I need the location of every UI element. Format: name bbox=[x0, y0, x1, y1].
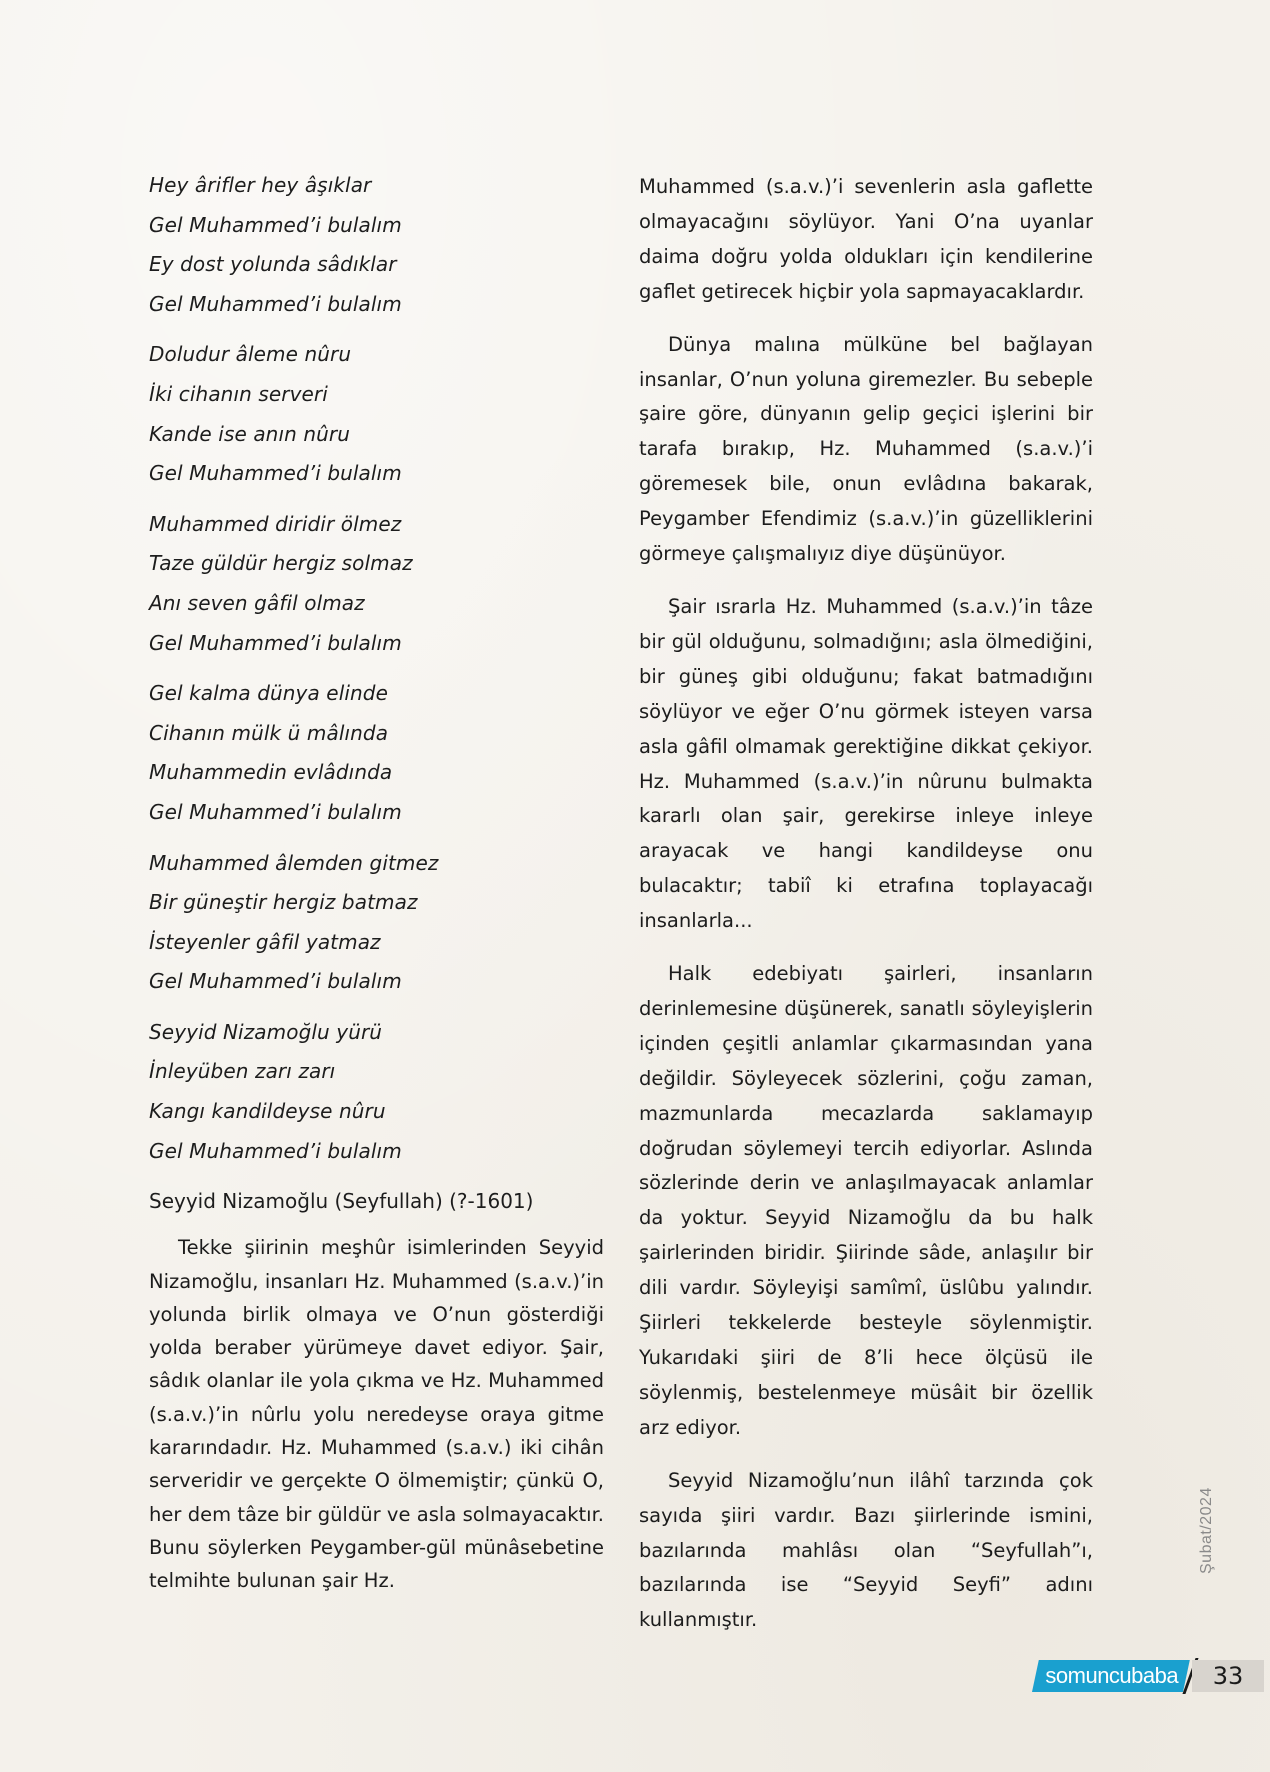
poem-line: Cihanın mülk ü mâlında bbox=[149, 720, 389, 745]
body-paragraph: Tekke şiirinin meşhûr isimlerinden Seyyid Nizamoğlu, insanları Hz. Muhammed (s.a.v.)’in yolunda birlik olmaya ve O’nun gösterdiği yolda beraber yürümeye davet ediyor. Şair, sâdık olanlar ile yola çıkma ve Hz. Muhammed (s.a.v.)’in nûrlu yolu neredeyse oraya gitme kararındadır. Hz. Muhammed (s.a.v.) iki cihân serveridir ve gerçekte O ölmemiştir; çünkü O, her dem tâze bir güldür ve asla solmayacaktır. Bunu söylerken Peygamber-gül münâsebetine telmihte bulunan şair Hz. bbox=[149, 1236, 604, 1593]
poem-line: Muhammed diridir ölmez bbox=[149, 511, 402, 536]
body-paragraph: Şair ısrarla Hz. Muhammed (s.a.v.)’in tâze bir gül olduğunu, solmadığını; asla ölmediğini, bir güneş gibi olduğunu; fakat batmadığını söylüyor ve eğer O’nu görmek isteyen varsa asla gâfil olmamak gerektiğine dikkat çekiyor. Hz. Muhammed (s.a.v.)’in nûrunu bulmakta kararlı olan şair, gerekirse inleye inleye arayacak ve hangi kandildeyse onu bulacaktır; tabiî ki etrafına toplayacağı insanlarla... bbox=[639, 594, 1093, 933]
poem-line: Kangı kandildeyse nûru bbox=[149, 1099, 386, 1124]
poem-line: Gel Muhammed’i bulalım bbox=[149, 291, 402, 316]
poem-line: Hey ârifler hey âşıklar bbox=[149, 173, 372, 197]
body-paragraph: Dünya malına mülküne bel bağlayan insanlar, O’nun yoluna giremezler. Bu sebeple şaire göre, dünyanın gelip geçici işlerini bir tarafa bırakıp, Hz. Muhammed (s.a.v.)’i göremesek bile, onun evlâdına bakarak, Peygamber Efendimiz (s.a.v.)’in güzelliklerini görmeye çalışmalıyız diye düşünüyor. bbox=[639, 332, 1093, 566]
body-paragraph: Seyyid Nizamoğlu’nun ilâhî tarzında çok sayıda şiiri vardır. Bazı şiirlerinde ismini, bazılarında mahlâsı olan “Seyfullah”ı, bazılarında ise “Seyyid Seyfi” adını kullanmıştır. bbox=[639, 1468, 1093, 1632]
body-paragraph: Muhammed (s.a.v.)’i sevenlerin asla gaflette olmayacağını söylüyor. Yani O’na uyanlar daima doğru yolda oldukları için kendilerine gaflet getirecek hiçbir yola sapmayacaklardır. bbox=[639, 175, 1093, 303]
poem-line: Gel Muhammed’i bulalım bbox=[149, 212, 402, 237]
poem-line: Gel Muhammed’i bulalım bbox=[149, 799, 402, 824]
poem bbox=[149, 166, 604, 1171]
issue-date: Şubat/2024 bbox=[1198, 1487, 1215, 1574]
poem-line: Taze güldür hergiz solmaz bbox=[149, 551, 413, 576]
poem-line: Bir güneştir hergiz batmaz bbox=[149, 890, 418, 915]
poem-line: Kande ise anın nûru bbox=[149, 421, 351, 446]
left-column bbox=[149, 166, 604, 1598]
poem-line: İsteyenler gâfil yatmaz bbox=[149, 929, 381, 954]
poem-stanza bbox=[149, 1013, 604, 1171]
page-number: 33 bbox=[1192, 1660, 1264, 1692]
poem-line: Seyyid Nizamoğlu yürü bbox=[149, 1019, 383, 1044]
brand-name: somuncubaba bbox=[1045, 1663, 1179, 1688]
poem-line: Gel Muhammed’i bulalım bbox=[149, 969, 402, 994]
poem-line: Gel Muhammed’i bulalım bbox=[149, 1138, 402, 1163]
magazine-brand-logo bbox=[1032, 1660, 1190, 1692]
poem-line: Doludur âleme nûru bbox=[149, 342, 352, 367]
poem-line: Muhammedin evlâdında bbox=[149, 760, 393, 785]
right-column bbox=[639, 170, 1093, 1656]
poem-line: İki cihanın serveri bbox=[149, 381, 328, 406]
poem-line: Gel kalma dünya elinde bbox=[149, 681, 388, 706]
poem-line: İnleyüben zarı zarı bbox=[149, 1059, 336, 1084]
poem-line: Gel Muhammed’i bulalım bbox=[149, 461, 402, 486]
poem-stanza bbox=[149, 674, 604, 832]
poem-line: Gel Muhammed’i bulalım bbox=[149, 630, 402, 655]
poem-line: Anı seven gâfil olmaz bbox=[149, 590, 365, 615]
poem-stanza bbox=[149, 505, 604, 663]
poem-stanza bbox=[149, 335, 604, 493]
poem-stanza bbox=[149, 844, 604, 1002]
poem-attribution: Seyyid Nizamoğlu (Seyfullah) (?-1601) bbox=[149, 1189, 534, 1214]
poem-line: Ey dost yolunda sâdıklar bbox=[149, 252, 397, 277]
page-footer bbox=[1045, 1660, 1270, 1696]
body-paragraph: Halk edebiyatı şairleri, insanların derinlemesine düşünerek, sanatlı söyleyişlerin içinden çeşitli anlamlar çıkarmasından yana değildir. Söyleyecek sözlerini, çoğu zaman, mazmunlarda mecazlarda saklamayıp doğrudan söylemeyi tercih ediyorlar. Aslında sözlerinde derin ve anlaşılmayacak anlamlar da yoktur. Seyyid Nizamoğlu da bu halk şairlerinden biridir. Şiirinde sâde, anlaşılır bir dili vardır. Söyleyişi samîmî, üslûbu yalındır. Şiirleri tekkelerde besteyle söylenmiştir. Yukarıdaki şiiri de 8’li hece ölçüsü ile söylenmiş, bestelenmeye müsâit bir özellik arz ediyor. bbox=[639, 962, 1093, 1439]
poem-line: Muhammed âlemden gitmez bbox=[149, 850, 439, 875]
poem-stanza bbox=[149, 166, 604, 324]
